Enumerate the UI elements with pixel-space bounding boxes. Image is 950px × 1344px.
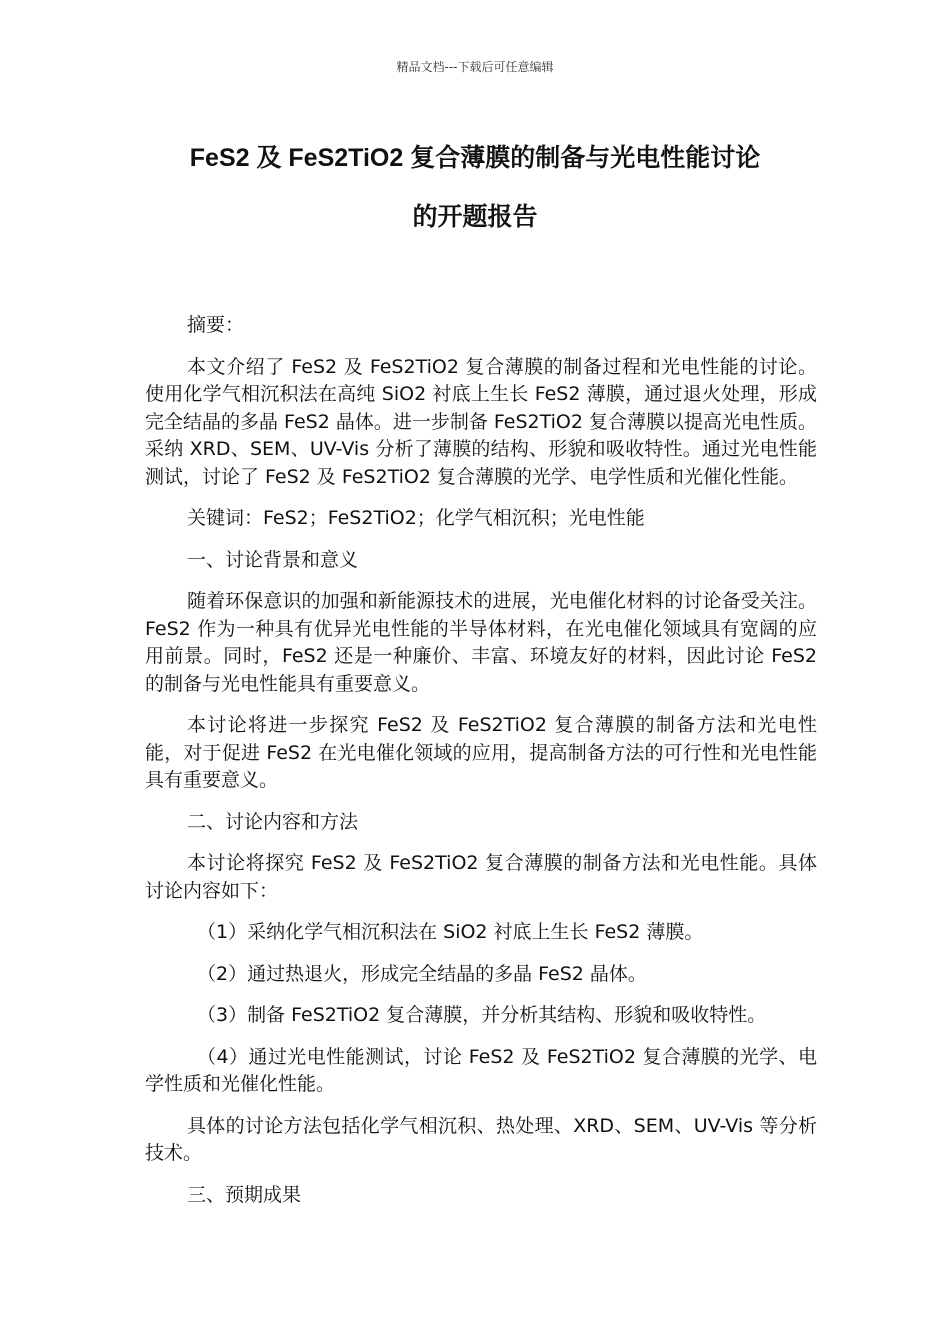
list-item: （3）制备 FeS2TiO2 复合薄膜，并分析其结构、形貌和吸收特性。 bbox=[197, 1004, 767, 1026]
section-1-paragraph-1: 随着环保意识的加强和新能源技术的进展，光电催化材料的讨论备受关注。FeS2 作为一种具有优异光电性能的半导体材料，在光电催化领域具有宽阔的应用前景。同时，FeS2 还是一种廉价、丰富、环境友好的材料，因此讨论 FeS2 的制备与光电性能具有重要意义。 bbox=[145, 590, 817, 695]
section-1-paragraph-2: 本讨论将进一步探究 FeS2 及 FeS2TiO2 复合薄膜的制备方法和光电性能，对于促进 FeS2 在光电催化领域的应用，提高制备方法的可行性和光电性能具有重要意义。 bbox=[145, 714, 817, 791]
keywords: 关键词：FeS2；FeS2TiO2；化学气相沉积；光电性能 bbox=[187, 507, 645, 529]
list-item: （4）通过光电性能测试，讨论 FeS2 及 FeS2TiO2 复合薄膜的光学、电学性质和光催化性能。 bbox=[145, 1045, 817, 1095]
abstract-label: 摘要： bbox=[187, 314, 245, 336]
section-2-methods: 具体的讨论方法包括化学气相沉积、热处理、XRD、SEM、UV-Vis 等分析技术。 bbox=[145, 1114, 817, 1164]
section-3-heading: 三、预期成果 bbox=[187, 1183, 302, 1206]
document-title-line-1: FeS2 及 FeS2TiO2 复合薄膜的制备与光电性能讨论 bbox=[189, 144, 761, 172]
list-item: （2）通过热退火，形成完全结晶的多晶 FeS2 晶体。 bbox=[197, 962, 647, 985]
list-item: （1）采纳化学气相沉积法在 SiO2 衬底上生长 FeS2 薄膜。 bbox=[197, 921, 704, 943]
section-2-intro: 本讨论将探究 FeS2 及 FeS2TiO2 复合薄膜的制备方法和光电性能。具体讨论内容如下： bbox=[145, 852, 817, 902]
page-header: 精品文档---下载后可任意编辑 bbox=[396, 60, 554, 74]
document-body bbox=[145, 312, 817, 1223]
abstract-text: 本文介绍了 FeS2 及 FeS2TiO2 复合薄膜的制备过程和光电性能的讨论。使用化学气相沉积法在高纯 SiO2 衬底上生长 FeS2 薄膜，通过退火处理，形成完全结晶的多晶 FeS2 晶体。进一步制备 FeS2TiO2 复合薄膜以提高光电性质。采纳 XRD、SEM、UV-Vis 分析了薄膜的结构、形貌和吸收特性。通过光电性能测试，讨论了 FeS2 及 FeS2TiO2 复合薄膜的光学、电学性质和光催化性能。 bbox=[145, 355, 817, 488]
document-title-line-2: 的开题报告 bbox=[412, 203, 538, 231]
section-2-heading: 二、讨论内容和方法 bbox=[187, 810, 359, 833]
section-1-heading: 一、讨论背景和意义 bbox=[187, 548, 359, 571]
